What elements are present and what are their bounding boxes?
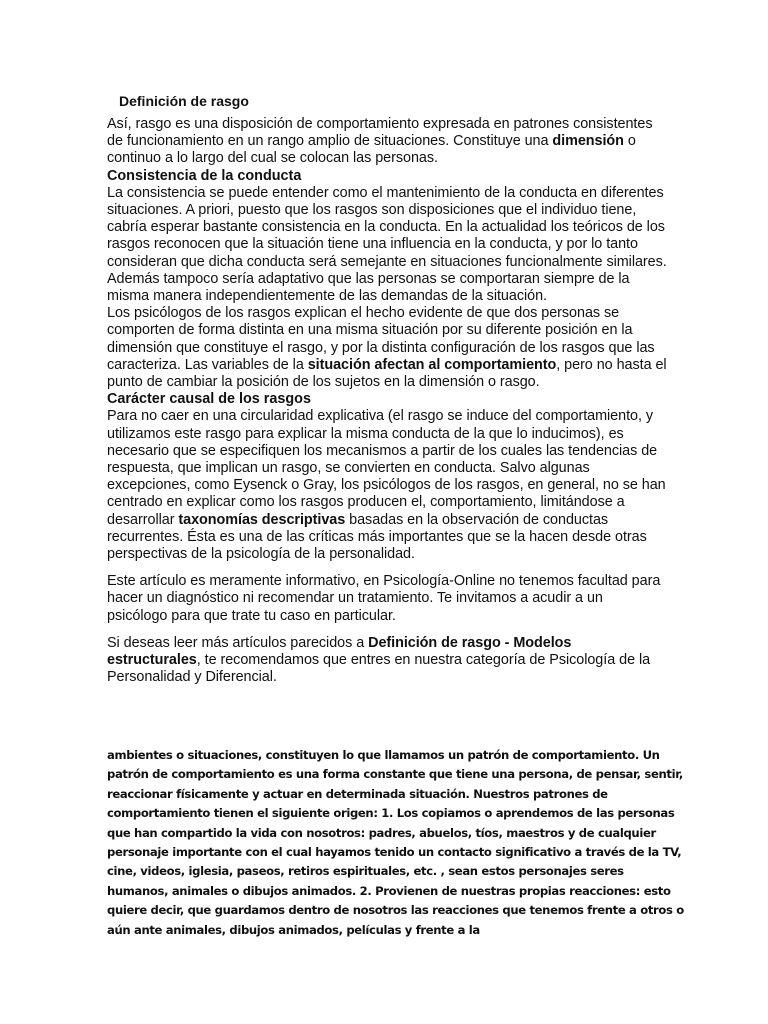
recommendation-link-title[interactable]: Definición de rasgo - Modelos estructurales bbox=[107, 634, 572, 669]
spacer bbox=[107, 563, 667, 573]
intro-text-end: o continuo a lo largo del cual se colocan las personas. bbox=[107, 133, 636, 167]
recommendation-text-end: , te recomendamos que entres en nuestra categoría de Psicología de la Personalidad y Diferencial. bbox=[107, 652, 651, 686]
section-heading-consistencia: Consistencia de la conducta bbox=[107, 167, 302, 184]
section-heading-caracter-causal: Carácter causal de los rasgos bbox=[107, 391, 311, 408]
consistencia-paragraph-2 bbox=[107, 305, 667, 391]
intro-bold-term: dimensión bbox=[552, 133, 624, 150]
caracter-text-start: Para no caer en una circularidad explicativa (el rasgo se induce del comportamiento, y utilizamos este rasgo para explicar la misma conducta de la que lo inducimos), es necesario que se especifiquen los mecanismos a partir de los cuales las tendencias de respuesta, que implican un rasgo, se convierten en conducta. Salvo algunas excepciones, como Eysenck o Gray, los psicólogos de los rasgos, en general, no se han centrado en explicar como los rasgos producen el, comportamiento, limitándose a desarrollar bbox=[107, 408, 666, 528]
disclaimer-paragraph: Este artículo es meramente informativo, en Psicología-Online no tenemos facultad para hacer un diagnóstico ni recomendar un tratamiento. Te invitamos a acudir a un psicólogo para que trate tu caso en particular. bbox=[107, 573, 661, 624]
recommendation-paragraph bbox=[107, 635, 667, 687]
caracter-causal-paragraph bbox=[107, 408, 667, 563]
caracter-text-end: basadas en la observación de conductas recurrentes. Ésta es una de las críticas más importantes que se la hacen desde otras perspectivas de la psicología de la personalidad. bbox=[107, 511, 647, 563]
caracter-bold-term: taxonomías descriptivas bbox=[178, 511, 346, 528]
consistencia-paragraph-1: La consistencia se puede entender como el mantenimiento de la conducta en diferentes situaciones. A priori, puesto que los rasgos son disposiciones que el individuo tiene, cabría esperar bastante consistencia en la conducta. En la actualidad los teóricos de los rasgos reconocen que la situación tiene una influencia en la conducta, y por lo tanto consideran que dicha conducta será semejante en situaciones funcionalmente similares. Además tampoco sería adaptativo que las personas se comportaran siempre de la misma manera independientemente de las demandas de la situación. bbox=[107, 184, 667, 305]
document-title: Definición de rasgo bbox=[119, 93, 249, 109]
document-body bbox=[107, 91, 684, 937]
consistencia-bold-term: situación afectan al comportamiento bbox=[307, 356, 557, 373]
recommendation-text-start: Si deseas leer más artículos parecidos a bbox=[107, 634, 369, 651]
consistencia-text-end: , pero no hasta el punto de cambiar la posición de los sujetos en la dimensión o rasgo. bbox=[107, 356, 667, 391]
appended-text-block: ambientes o situaciones, constituyen lo que llamamos un patrón de comportamiento. Un patrón de comportamiento es una forma constante que tiene una persona, de pensar, sentir, reaccionar físicamente y actuar en determinada situación. Nuestros patrones de comportamiento tienen el siguiente origen: 1. Los copiamos o aprendemos de las personas que han compartido la vida con nosotros: padres, abuelos, tíos, maestros y de cualquier personaje importante con el cual hayamos tenido un contacto significativo a través de la TV, cine, videos, iglesia, paseos, retiros espirituales, etc. , sean estos personajes seres humanos, animales o dibujos animados. 2. Provienen de nuestras propias reacciones: esto quiere decir, que guardamos dentro de nosotros las reacciones que tenemos frente a otros o aún ante animales, dibujos animados, películas y frente a la bbox=[107, 748, 684, 937]
intro-paragraph bbox=[107, 116, 667, 168]
intro-text-start: Así, rasgo es una disposición de comportamiento expresada en patrones consistentes de funcionamiento en un rango amplio de situaciones. Constituye una bbox=[107, 116, 653, 150]
spacer bbox=[107, 625, 667, 635]
consistencia-text-start: Los psicólogos de los rasgos explican el hecho evidente de que dos personas se comporten de forma distinta en una misma situación por su diferente posición en la dimensión que constituye el rasgo, y por la distinta configuración de los rasgos que las caracteriza. Las variables de la bbox=[107, 305, 655, 373]
